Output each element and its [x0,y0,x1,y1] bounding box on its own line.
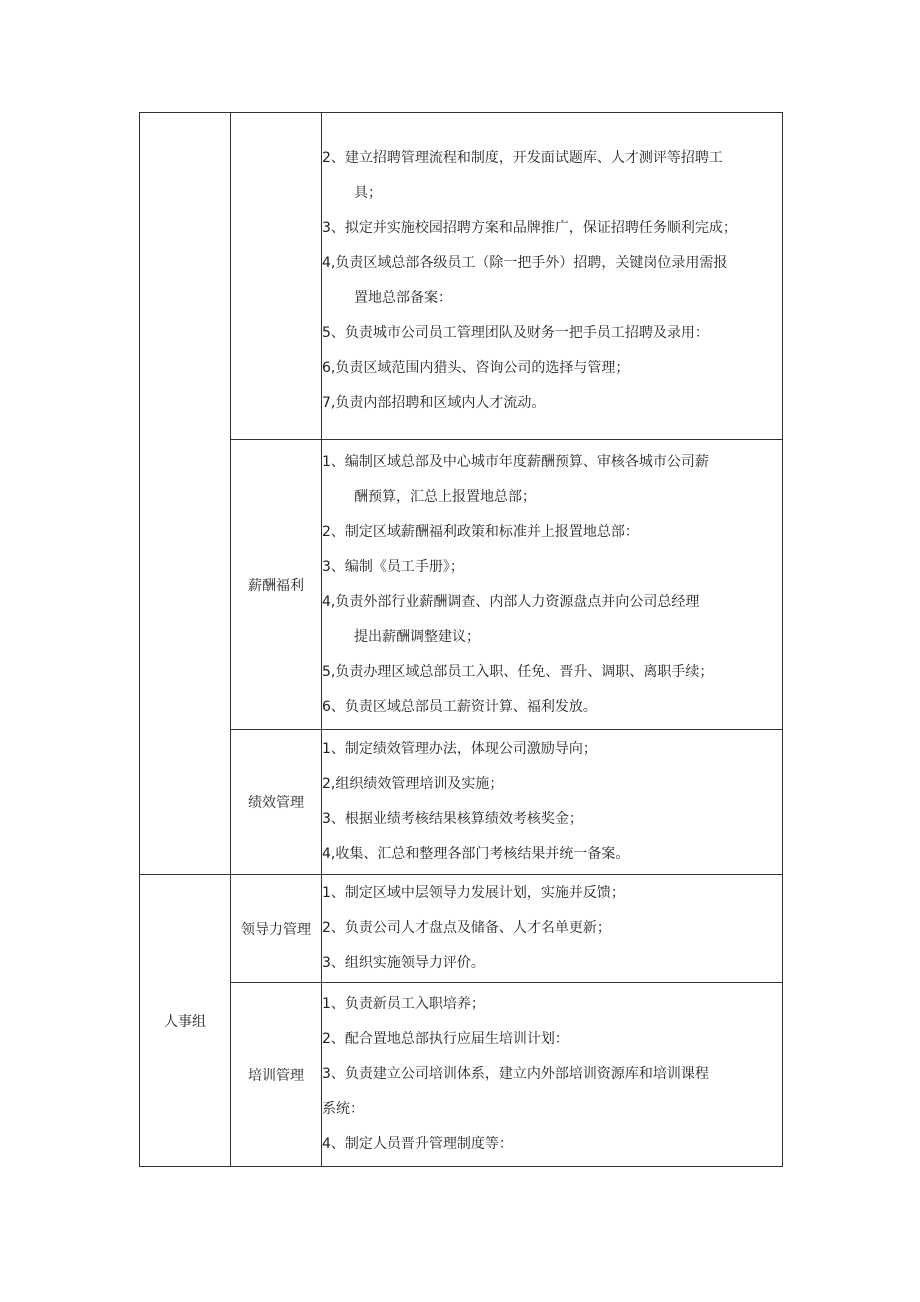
duty-line: 4、制定人员晋升管理制度等： [322,1136,513,1152]
table-row [140,440,783,730]
subcategory-cell [231,983,322,1167]
duty-cell [322,983,783,1167]
duty-cell [322,730,783,875]
group-label: 人事组 [164,1013,206,1030]
duty-line: 系统： [322,1101,364,1117]
group-cell [140,113,231,875]
subcategory-label: 领导力管理 [241,921,311,938]
duty-line: 6、负责区域总部员工薪资计算、福利发放。 [322,698,597,715]
duty-line: 1、制定区域中层领导力发展计划，实施并反馈； [322,885,625,901]
subcategory-label: 培训管理 [248,1067,304,1084]
duty-line: 3、负责建立公司培训体系，建立内外部培训资源库和培训课程 [322,1066,709,1082]
subcategory-label: 薪酬福利 [248,577,304,594]
duty-cell [322,113,783,440]
duty-line: 4,负责区域总部各级员工（除一把手外）招聘，关键岗位录用需报 [322,255,728,271]
duty-line: 3、编制《员工手册》； [322,558,464,575]
duty-line: 3、拟定并实施校园招聘方案和品牌推广，保证招聘任务顺利完成； [322,220,737,236]
duty-line: 置地总部备案： [354,290,452,306]
duty-line: 酬预算，汇总上报置地总部； [354,488,536,505]
duty-line: 提出薪酬调整建议； [354,628,480,645]
duty-line: 5,负责办理区域总部员工入职、任免、晋升、调职、离职手续； [322,663,714,680]
duty-cell [322,440,783,730]
subcategory-cell [231,113,322,440]
subcategory-cell [231,730,322,875]
table-row [140,113,783,440]
duty-line: 4,收集、汇总和整理各部门考核结果并统一备案。 [322,846,630,862]
duty-line: 4,负责外部行业薪酬调查、内部人力资源盘点并向公司总经理 [322,593,700,610]
duty-line: 5、负责城市公司员工管理团队及财务一把手员工招聘及录用： [322,325,709,341]
table-row [140,983,783,1167]
subcategory-label: 绩效管理 [248,795,304,811]
duty-line: 7,负责内部招聘和区域内人才流动。 [322,395,546,411]
table-row [140,875,783,983]
subcategory-cell [231,875,322,983]
duty-line: 2、负责公司人才盘点及储备、人才名单更新； [322,920,611,936]
duty-line: 2、配合置地总部执行应届生培训计划： [322,1031,569,1047]
duties-table [139,112,783,1167]
duty-line: 2、制定区域薪酬福利政策和标准并上报置地总部： [322,523,639,540]
duty-line: 具； [354,185,382,201]
duty-line: 2、建立招聘管理流程和制度，开发面试题库、人才测评等招聘工 [322,150,723,166]
duty-line: 1、制定绩效管理办法，体现公司激励导向； [322,741,597,757]
duty-cell [322,875,783,983]
duty-line: 3、根据业绩考核结果核算绩效考核奖金； [322,811,583,827]
duty-line: 2,组织绩效管理培训及实施； [322,776,504,792]
group-cell [140,875,231,1167]
duty-line: 6,负责区域范围内猎头、咨询公司的选择与管理； [322,360,630,376]
duty-line: 1、负责新员工入职培养； [322,996,485,1012]
duty-line: 1、编制区域总部及中心城市年度薪酬预算、审核各城市公司薪 [322,453,709,470]
table-row [140,730,783,875]
subcategory-cell [231,440,322,730]
duty-line: 3、组织实施领导力评价。 [322,955,485,971]
